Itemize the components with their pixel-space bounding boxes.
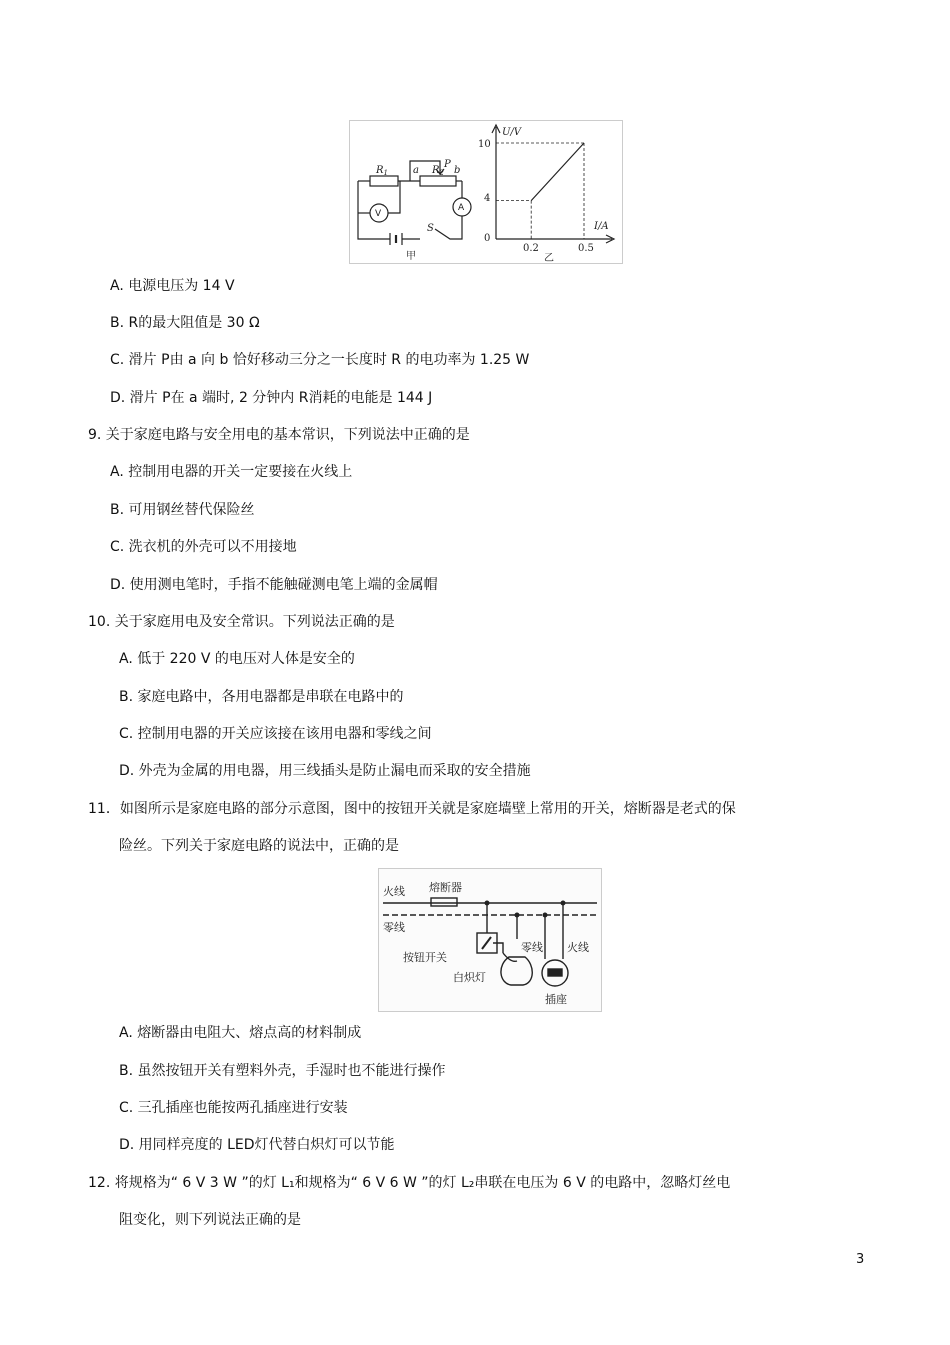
tick-y-4: 4: [484, 193, 491, 204]
caption-jia: 甲: [406, 251, 416, 262]
resistor-r2: [420, 176, 456, 186]
q9-option-c: C. 洗衣机的外壳可以不用接地: [110, 539, 297, 555]
label-a: a: [413, 165, 419, 176]
label-fire-wire-2: 火线: [567, 941, 589, 954]
q8-option-a: A. 电源电压为 14 V: [110, 278, 235, 294]
label-fire-wire: 火线: [383, 885, 405, 898]
q11-stem-line2: 险丝。下列关于家庭电路的说法中，正确的是: [119, 838, 399, 854]
label-zero-wire-2: 零线: [521, 941, 543, 954]
q10-option-d: D. 外壳为金属的用电器，用三线插头是防止漏电而采取的安全措施: [119, 763, 531, 779]
label-r2: $R_2$: [432, 165, 444, 177]
q11-option-b: B. 虽然按钮开关有塑料外壳，手湿时也不能进行操作: [119, 1063, 446, 1079]
q12-stem-line1: 12. 将规格为“ 6 V 3 W ”的灯 L₁和规格为“ 6 V 6 W ”的灯 L₂串联在电压为 6 V 的电路中，忽略灯丝电: [88, 1175, 731, 1191]
ammeter-label: A: [458, 203, 465, 213]
fuse-icon: [431, 898, 457, 906]
home-circuit-svg: [379, 869, 601, 1011]
label-fuse: 熔断器: [429, 881, 462, 894]
q10-option-a: A. 低于 220 V 的电压对人体是安全的: [119, 651, 355, 667]
q10-stem: 10. 关于家庭用电及安全常识。下列说法正确的是: [88, 614, 395, 630]
q12-stem-line2: 阻变化，则下列说法正确的是: [119, 1212, 301, 1228]
q11-option-a: A. 熔断器由电阻大、熔点高的材料制成: [119, 1025, 362, 1041]
q11-stem-line1: 11．如图所示是家庭电路的部分示意图，图中的按钮开关就是家庭墙壁上常用的开关，熔断器是老式的保: [88, 801, 736, 817]
tick-origin: 0: [484, 233, 491, 244]
label-s: S: [427, 223, 434, 234]
y-axis-label: U/V: [502, 127, 522, 138]
label-zero-wire: 零线: [383, 921, 405, 934]
q11-option-c: C. 三孔插座也能按两孔插座进行安装: [119, 1100, 348, 1116]
caption-yi: 乙: [544, 253, 554, 263]
label-button-switch: 按钮开关: [403, 951, 447, 964]
q8-option-b: B. R的最大阻值是 30 Ω: [110, 315, 260, 331]
q9-option-a: A. 控制用电器的开关一定要接在火线上: [110, 464, 353, 480]
q9-option-b: B. 可用钢丝替代保险丝: [110, 502, 255, 518]
q8-option-d: D. 滑片 P在 a 端时, 2 分钟内 R消耗的电能是 144 J: [110, 390, 433, 406]
tick-y-10: 10: [478, 139, 491, 150]
q9-stem: 9. 关于家庭电路与安全用电的基本常识，下列说法中正确的是: [88, 427, 470, 443]
tick-x-02: 0.2: [523, 243, 539, 254]
x-axis-label: I/A: [594, 221, 609, 232]
q10-option-c: C. 控制用电器的开关应该接在该用电器和零线之间: [119, 726, 432, 742]
page-number: 3: [856, 1252, 865, 1267]
tick-x-05: 0.5: [578, 243, 594, 254]
voltmeter-label: V: [375, 209, 382, 219]
label-r1: $R_1$: [376, 165, 388, 177]
label-p: P: [444, 159, 451, 170]
figure-circuit-graph: [349, 120, 623, 264]
q8-option-c: C. 滑片 P由 a 向 b 恰好移动三分之一长度时 R 的电功率为 1.25 W: [110, 352, 530, 368]
label-socket: 插座: [545, 993, 567, 1006]
q10-option-b: B. 家庭电路中，各用电器都是串联在电路中的: [119, 689, 404, 705]
figure-home-circuit: [378, 868, 602, 1012]
resistor-r1: [370, 176, 398, 186]
label-b: b: [454, 165, 461, 176]
label-bulb: 白炽灯: [453, 971, 486, 984]
series-line: [531, 143, 584, 201]
q9-option-d: D. 使用测电笔时，手指不能触碰测电笔上端的金属帽: [110, 577, 438, 593]
q11-option-d: D. 用同样亮度的 LED灯代替白炽灯可以节能: [119, 1137, 395, 1153]
circuit-graph-svg: [350, 121, 622, 263]
